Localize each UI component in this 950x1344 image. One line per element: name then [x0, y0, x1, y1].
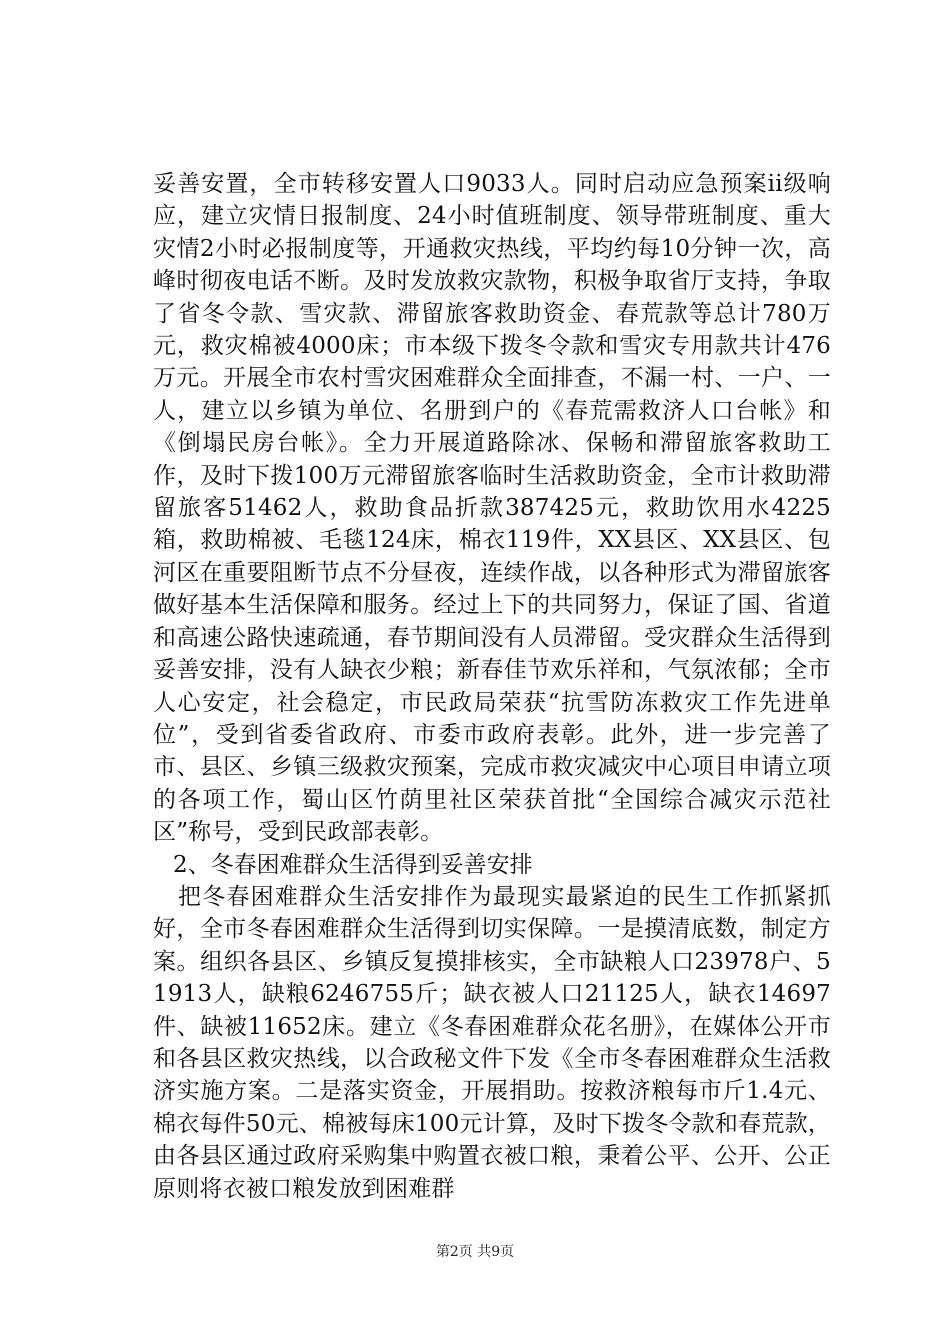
- paragraph-winter-spring-relief: 把冬春困难群众生活安排作为最现实最紧迫的民生工作抓紧抓好，全市冬春困难群众生活得到切实保障。一是摸清底数，制定方案。组织各县区、乡镇反复摸排核实，全市缺粮人口23978户、51913人，缺粮6246755斤；缺衣被人口21125人，缺衣14697件、缺被11652床。建立《冬春困难群众花名册》，在媒体公开市和各县区救灾热线，以合政秘文件下发《全市冬春困难群众生活救济实施方案。二是落实资金，开展捐助。按救济粮每市斤1.4元、棉衣每件50元、棉被每床100元计算，及时下拨冬令款和春荒款，由各县区通过政府采购集中购置衣被口粮，秉着公平、公开、公正原则将衣被口粮发放到困难群: [153, 883, 831, 1202]
- page-footer: 第2页 共9页: [435, 1244, 515, 1260]
- document-body: [153, 168, 831, 1205]
- paragraph-disaster-relief: 妥善安置，全市转移安置人口9033人。同时启动应急预案ii级响应，建立灾情日报制度、24小时值班制度、领导带班制度、重大灾情2小时必报制度等，开通救灾热线，平均约每10分钟一次，高峰时彻夜电话不断。及时发放救灾款物，积极争取省厅支持，争取了省冬令款、雪灾款、滞留旅客救助资金、春荒款等总计780万元，救灾棉被4000床；市本级下拨冬令款和雪灾专用款共计476万元。开展全市农村雪灾困难群众全面排查，不漏一村、一户、一人，建立以乡镇为单位、名册到户的《春荒需救济人口台帐》和《倒塌民房台帐》。全力开展道路除冰、保畅和滞留旅客救助工作，及时下拨100万元滞留旅客临时生活救助资金，全市计救助滞留旅客51462人，救助食品折款387425元，救助饮用水4225箱，救助棉被、毛毯124床，棉衣119件，XX县区、XX县区、包河区在重要阻断节点不分昼夜，连续作战，以各种形式为滞留旅客做好基本生活保障和服务。经过上下的共同努力，保证了国、省道和高速公路快速疏通，春节期间没有人员滞留。受灾群众生活得到妥善安排，没有人缺衣少粮；新春佳节欢乐祥和，气氛浓郁；全市人心安定，社会稳定，市民政局荣获“抗雪防冻救灾工作先进单位”，受到省委省政府、市委市政府表彰。此外，进一步完善了市、县区、乡镇三级救灾预案，完成市救灾减灾中心项目申请立项的各项工作，蜀山区竹荫里社区荣获首批“全国综合减灾示范社区”称号，受到民政部表彰。: [153, 171, 831, 846]
- section-heading-winter-spring: 2、冬春困难群众生活得到妥善安排: [173, 851, 533, 878]
